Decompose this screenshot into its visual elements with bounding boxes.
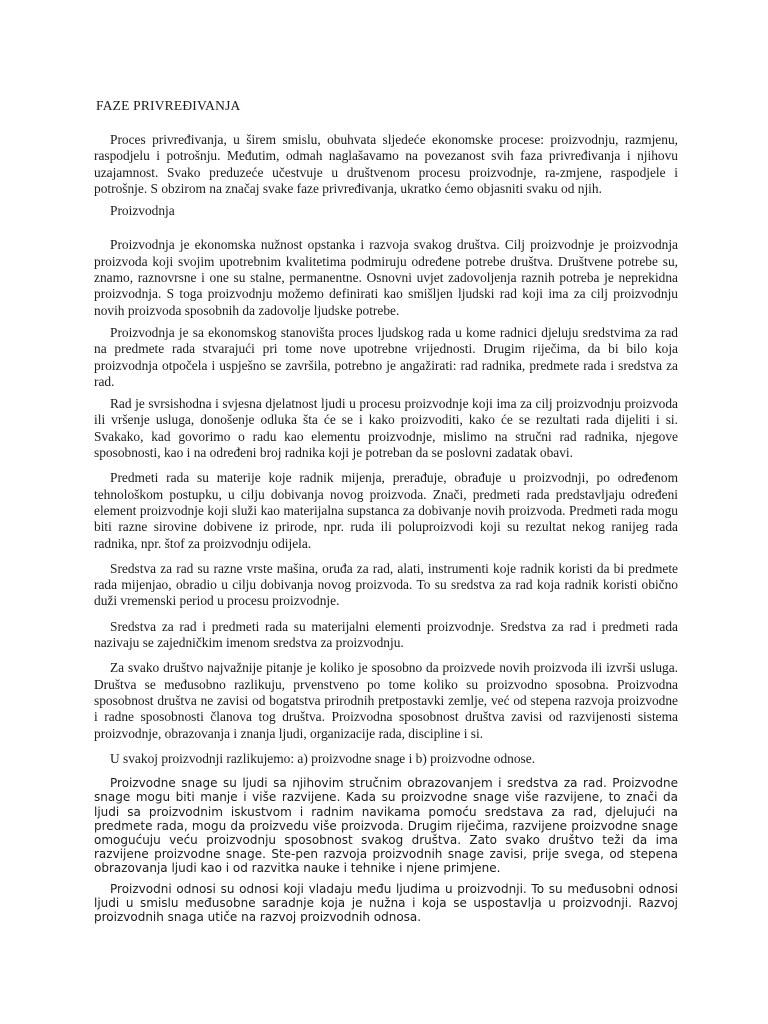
document-page [94,98,678,924]
paragraph-5: Sredstva za rad su razne vrste mašina, oruđa za rad, alati, instrumenti koje radnik koristi da bi predmete rada mijenjao, obradio u cilju dobivanja novog proizvoda. To su sredstva za rad koja radnik koristi obično duži vremenski period u procesu proizvodnje. [94,560,678,609]
paragraph-3: Rad je svrsishodna i svjesna djelatnost ljudi u procesu proizvodnje koji ima za cilj proizvodnju proizvoda ili vršenje usluga, donošenje odluka šta će se i kako proizvoditi, kako će se rezultati rada dijeliti i si. Svakako, kad govorimo o radu kao elementu proizvodnje, mislimo na stručni rad radnika, njegove sposobnosti, kao i na određeni broj radnika koji je potreban da se poslovni zadatak obavi. [94,396,678,461]
paragraph-7: Za svako društvo najvažnije pitanje je koliko je sposobno da proizvede novih proizvoda ili izvrši usluga. Društva se međusobno razlikuju, prvenstveno po tome koliko su proizvodno sposobna. Proizvodna sposobnost društva ne zavisi od bogatstva prirodnih pretpostavki zemlje, već od stepena razvoja proizvodne i radne sposobnosti članova tog društva. Proizvodna sposobnost društva zavisi od razvijenosti sistema proizvodnje, obrazovanja i znanja ljudi, organizacije rada, discipline i si. [94,660,678,741]
section-heading-proizvodnja: Proizvodnja [110,203,175,219]
paragraph-9: Proizvodne snage su ljudi sa njihovim stručnim obrazovanjem i sredstva za rad. Proizvodne snage mogu biti manje i više razvijene. Kada su proizvodne snage više razvijene, to znači da ljudi sa proizvodnim iskustvom i radnim navikama pomoću sredstava za rad, djelujući na predmete rada, mogu da proizvedu više proizvoda. Drugim riječima, razvijene proizvodne snage omogućuju veću proizvodnju sposobnost svakog društva. Zato svako društvo teži da ima razvijene proizvodne snage. Ste-pen razvoja proizvodnih snage zavisi, prije svega, od stepena obrazovanja ljudi kao i od razvitka nauke i tehnike i njene primjene. [94,776,678,876]
paragraph-8: U svakoj proizvodnji razlikujemo: a) proizvodne snage i b) proizvodne odnose. [110,750,536,766]
intro-paragraph: Proces privređivanja, u širem smislu, obuhvata sljedeće ekonomske procese: proizvodnju, razmjenu, raspodjelu i potrošnju. Međutim, odmah naglašavamo na povezanost svih faza privređivanja i njihovu uzajamnost. Svako preduzeće učestvuje u društvenom procesu proizvodnje, ra-zmjene, raspodjele i potrošnje. S obzirom na značaj svake faze privređivanja, ukratko ćemo objasniti svaku od njih. [94,132,678,196]
paragraph-4: Predmeti rada su materije koje radnik mijenja, prerađuje, obrađuje u proizvodnji, po određenom tehnološkom postupku, u cilju dobivanja novog proizvoda. Znači, predmeti rada predstavljaju određeni element proizvodnje koji služi kao materijalna supstanca za dobivanje novih proizvoda. Predmeti rada mogu biti razne sirovine dobivene iz prirode, npr. ruda ili poluproizvodi koji su rezultat nekog ranijeg rada radnika, npr. štof za proizvodnju odijela. [94,470,678,551]
paragraph-6: Sredstva za rad i predmeti rada su materijalni elementi proizvodnje. Sredstva za rad i predmeti rada nazivaju se zajedničkim imenom sredstva za proizvodnju. [94,618,678,651]
document-title: FAZE PRIVREĐIVANJA [96,98,241,113]
paragraph-2: Proizvodnja je sa ekonomskog stanovišta proces ljudskog rada u kome radnici djeluju sredstvima za rad na predmete rada stvarajući pri tome nove upotrebne vrijednosti. Drugim riječima, da bi bilo koja proizvodnja otpočela i uspješno se završila, potrebno je angažirati: rad radnika, predmete rada i sredstva za rad. [94,324,678,389]
paragraph-1: Proizvodnja je ekonomska nužnost opstanka i razvoja svakog društva. Cilj proizvodnje je proizvodnja proizvoda koji svojim upotrebnim kvalitetima podmiruju određene potrebe društva. Društvene potrebe su, znamo, raznovrsne i one su stalne, permanentne. Osnovni uvjet zadovoljenja raznih potreba je neprekidna proizvodnja. S toga proizvodnju možemo definirati kao smišljen ljudski rad koji ima za cilj proizvodnju novih proizvoda sposobnih da zadovolje ljudske potrebe. [94,237,678,318]
paragraph-10: Proizvodni odnosi su odnosi koji vladaju među ljudima u proizvodnji. To su međusobni odnosi ljudi u smislu međusobne saradnje koja je nužna i koja se uspostavlja u proizvodnji. Razvoj proizvodnih snaga utiče na razvoj proizvodnih odnosa. [94,881,678,924]
